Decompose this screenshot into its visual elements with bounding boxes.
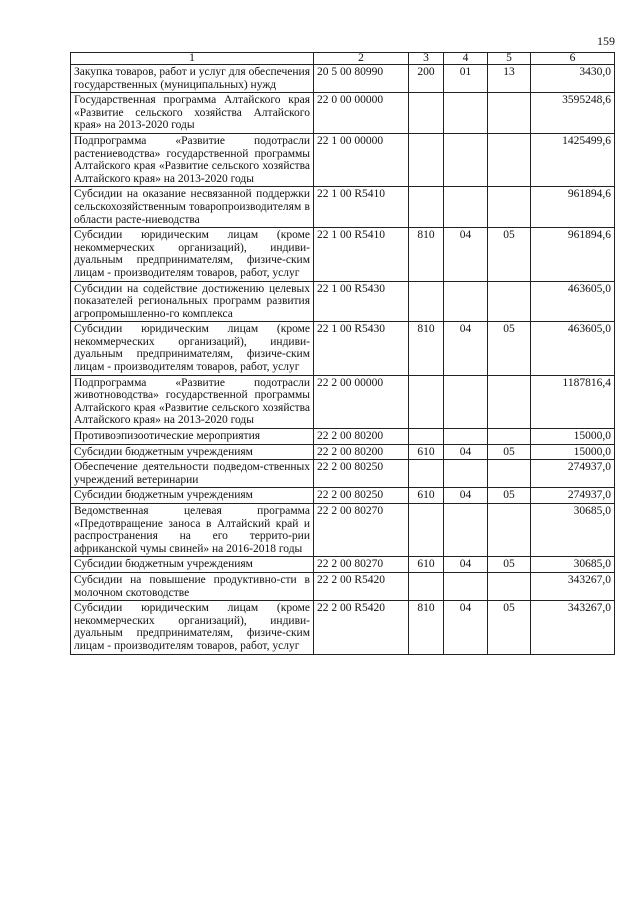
- table-row: [71, 375, 615, 428]
- row-name-cell: Субсидии бюджетным учреждениям: [71, 444, 314, 460]
- table-row: [71, 504, 615, 557]
- row-subsection-cell: [488, 281, 531, 322]
- table-row: [71, 187, 615, 228]
- table-row: [71, 601, 615, 654]
- row-name-cell: Ведомственная целевая программа «Предотвращение заноса в Алтайский край и распространения на его террито-рии африканской чумы свиней» на 2016-2018 годы: [71, 504, 314, 557]
- row-name-cell: Субсидии юридическим лицам (кроме некоммерческих организаций), индиви-дуальным предпринимателям, физиче-ским лицам - производителям товаров, работ, услуг: [71, 228, 314, 281]
- row-name-cell: Обеспечение деятельности подведом-ственных учреждений ветеринарии: [71, 460, 314, 488]
- row-code-cell: 20 5 00 80990: [314, 65, 409, 93]
- row-amount-cell: 274937,0: [531, 488, 615, 504]
- row-amount-cell: 1425499,6: [531, 133, 615, 186]
- row-amount-cell: 15000,0: [531, 429, 615, 445]
- row-subsection-cell: 13: [488, 65, 531, 93]
- row-subsection-cell: [488, 133, 531, 186]
- row-subsection-cell: [488, 460, 531, 488]
- row-amount-cell: 30685,0: [531, 557, 615, 573]
- row-expense-type-cell: [409, 375, 444, 428]
- row-amount-cell: 1187816,4: [531, 375, 615, 428]
- row-code-cell: 22 2 00 80270: [314, 504, 409, 557]
- row-name-cell: Субсидии юридическим лицам (кроме некоммерческих организаций), индиви-дуальным предпринимателям, физиче-ским лицам - производителям товаров, работ, услуг: [71, 322, 314, 375]
- table-row: [71, 460, 615, 488]
- row-section-cell: [444, 133, 488, 186]
- row-subsection-cell: 05: [488, 228, 531, 281]
- row-amount-cell: 3430,0: [531, 65, 615, 93]
- row-name-cell: Субсидии на повышение продуктивно-сти в молочном скотоводстве: [71, 572, 314, 600]
- row-name-cell: Закупка товаров, работ и услуг для обеспечения государственных (муниципальных) нужд: [71, 65, 314, 93]
- row-section-cell: 04: [444, 322, 488, 375]
- table-row: [71, 488, 615, 504]
- row-code-cell: 22 2 00 80250: [314, 460, 409, 488]
- table-header-row: [71, 53, 615, 65]
- row-expense-type-cell: [409, 504, 444, 557]
- row-subsection-cell: [488, 187, 531, 228]
- row-code-cell: 22 2 00 R5420: [314, 572, 409, 600]
- row-expense-type-cell: [409, 93, 444, 134]
- row-name-cell: Субсидии бюджетным учреждениям: [71, 488, 314, 504]
- row-subsection-cell: [488, 429, 531, 445]
- table-row: [71, 65, 615, 93]
- row-code-cell: 22 2 00 80200: [314, 444, 409, 460]
- row-section-cell: [444, 281, 488, 322]
- row-name-cell: Государственная программа Алтайского края «Развитие сельского хозяйства Алтайского края» на 2013-2020 годы: [71, 93, 314, 134]
- row-expense-type-cell: 610: [409, 488, 444, 504]
- row-code-cell: 22 1 00 00000: [314, 133, 409, 186]
- header-col-3: 3: [409, 53, 444, 65]
- row-section-cell: [444, 572, 488, 600]
- row-code-cell: 22 0 00 00000: [314, 93, 409, 134]
- row-code-cell: 22 1 00 R5430: [314, 322, 409, 375]
- row-expense-type-cell: [409, 429, 444, 445]
- row-name-cell: Субсидии на содействие достижению целевых показателей региональных программ развития агропромышленно-го комплекса: [71, 281, 314, 322]
- row-expense-type-cell: [409, 572, 444, 600]
- row-subsection-cell: 05: [488, 488, 531, 504]
- row-code-cell: 22 2 00 80250: [314, 488, 409, 504]
- row-expense-type-cell: 610: [409, 444, 444, 460]
- row-section-cell: [444, 429, 488, 445]
- row-subsection-cell: [488, 93, 531, 134]
- header-col-6: 6: [531, 53, 615, 65]
- row-section-cell: 04: [444, 228, 488, 281]
- table-body: [71, 65, 615, 655]
- table-row: [71, 429, 615, 445]
- row-name-cell: Подпрограмма «Развитие подотрасли растениеводства» государственной программы Алтайского края «Развитие сельского хозяйства Алтайского края» на 2013-2020 годы: [71, 133, 314, 186]
- row-code-cell: 22 2 00 80270: [314, 557, 409, 573]
- table-row: [71, 133, 615, 186]
- row-expense-type-cell: 610: [409, 557, 444, 573]
- row-code-cell: 22 2 00 80200: [314, 429, 409, 445]
- row-section-cell: 04: [444, 444, 488, 460]
- row-amount-cell: 961894,6: [531, 187, 615, 228]
- row-code-cell: 22 1 00 R5410: [314, 187, 409, 228]
- row-expense-type-cell: [409, 187, 444, 228]
- row-code-cell: 22 1 00 R5410: [314, 228, 409, 281]
- row-subsection-cell: 05: [488, 601, 531, 654]
- row-section-cell: 04: [444, 557, 488, 573]
- row-amount-cell: 463605,0: [531, 322, 615, 375]
- row-amount-cell: 961894,6: [531, 228, 615, 281]
- page-number: 159: [597, 34, 615, 48]
- table-row: [71, 228, 615, 281]
- row-name-cell: Субсидии бюджетным учреждениям: [71, 557, 314, 573]
- row-section-cell: [444, 504, 488, 557]
- row-expense-type-cell: 810: [409, 228, 444, 281]
- row-subsection-cell: [488, 375, 531, 428]
- row-expense-type-cell: 810: [409, 601, 444, 654]
- header-col-2: 2: [314, 53, 409, 65]
- row-amount-cell: 463605,0: [531, 281, 615, 322]
- header-col-4: 4: [444, 53, 488, 65]
- row-expense-type-cell: [409, 281, 444, 322]
- row-expense-type-cell: [409, 460, 444, 488]
- budget-table: [70, 52, 615, 655]
- table-row: [71, 572, 615, 600]
- row-subsection-cell: [488, 504, 531, 557]
- table-row: [71, 444, 615, 460]
- row-name-cell: Подпрограмма «Развитие подотрасли животноводства» государственной программы Алтайского края «Развитие сельского хозяйства Алтайского края» на 2013-2020 годы: [71, 375, 314, 428]
- row-subsection-cell: 05: [488, 557, 531, 573]
- row-amount-cell: 274937,0: [531, 460, 615, 488]
- row-section-cell: [444, 460, 488, 488]
- row-name-cell: Противоэпизоотические мероприятия: [71, 429, 314, 445]
- table-row: [71, 281, 615, 322]
- row-amount-cell: 3595248,6: [531, 93, 615, 134]
- row-expense-type-cell: 200: [409, 65, 444, 93]
- table-row: [71, 322, 615, 375]
- row-subsection-cell: 05: [488, 322, 531, 375]
- row-section-cell: [444, 93, 488, 134]
- row-amount-cell: 15000,0: [531, 444, 615, 460]
- row-code-cell: 22 2 00 00000: [314, 375, 409, 428]
- row-section-cell: 04: [444, 488, 488, 504]
- header-col-5: 5: [488, 53, 531, 65]
- row-code-cell: 22 1 00 R5430: [314, 281, 409, 322]
- row-subsection-cell: 05: [488, 444, 531, 460]
- row-amount-cell: 343267,0: [531, 572, 615, 600]
- row-amount-cell: 30685,0: [531, 504, 615, 557]
- row-section-cell: [444, 375, 488, 428]
- row-expense-type-cell: [409, 133, 444, 186]
- row-name-cell: Субсидии юридическим лицам (кроме некоммерческих организаций), индиви-дуальным предпринимателям, физиче-ским лицам - производителям товаров, работ, услуг: [71, 601, 314, 654]
- row-section-cell: 01: [444, 65, 488, 93]
- row-expense-type-cell: 810: [409, 322, 444, 375]
- row-section-cell: 04: [444, 601, 488, 654]
- row-subsection-cell: [488, 572, 531, 600]
- row-section-cell: [444, 187, 488, 228]
- row-code-cell: 22 2 00 R5420: [314, 601, 409, 654]
- row-name-cell: Субсидии на оказание несвязанной поддержки сельскохозяйственным товаропроизводителям в области расте-ниеводства: [71, 187, 314, 228]
- table-row: [71, 557, 615, 573]
- row-amount-cell: 343267,0: [531, 601, 615, 654]
- table-row: [71, 93, 615, 134]
- header-col-1: 1: [71, 53, 314, 65]
